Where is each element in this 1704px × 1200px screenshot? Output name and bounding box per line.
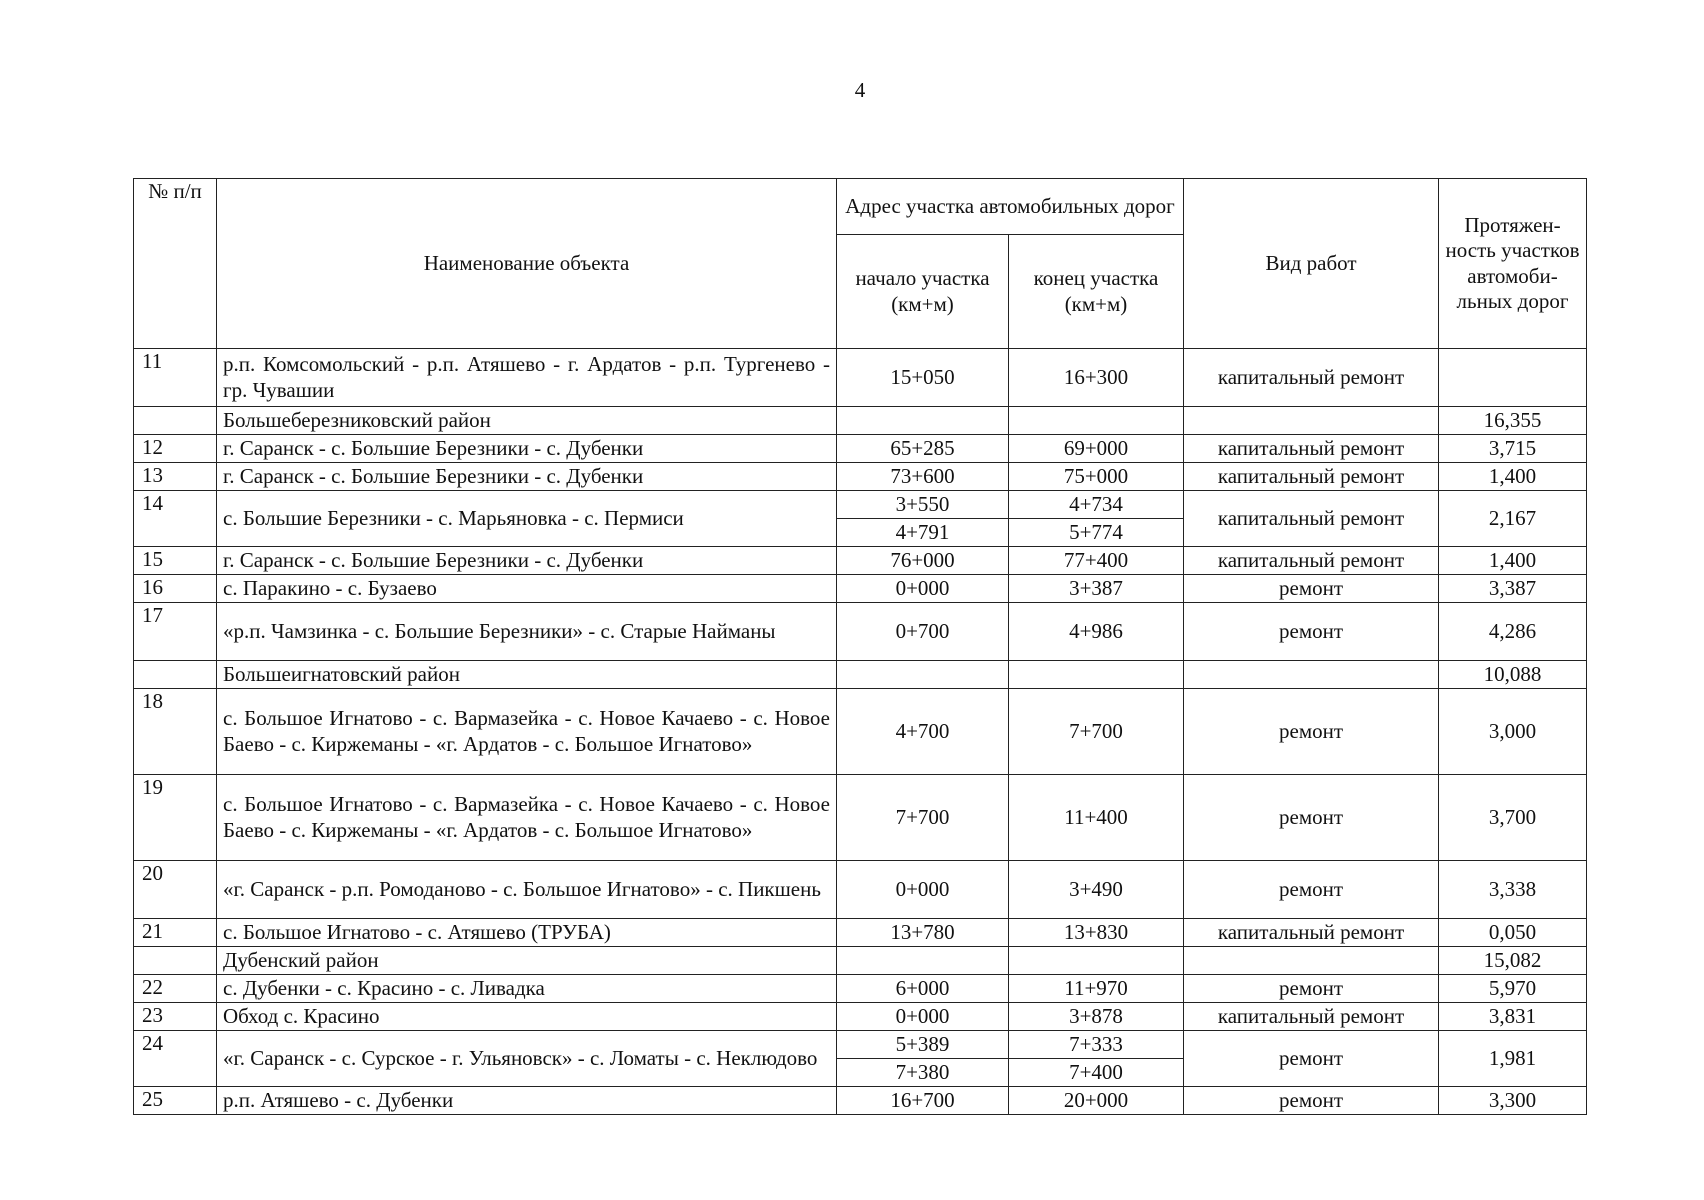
row-num: 20 [134,861,217,919]
row-start: 0+000 [837,575,1009,603]
row-end: 77+400 [1009,547,1184,575]
row-end: 3+878 [1009,1003,1184,1031]
row-start: 7+380 [837,1059,1009,1087]
header-start: начало участка (км+м) [837,235,1009,349]
row-length: 4,286 [1439,603,1587,661]
row-work [1184,947,1439,975]
row-start: 76+000 [837,547,1009,575]
row-name: с. Большое Игнатово - с. Вармазейка - с. Новое Качаево - с. Новое Баево - с. Киржеманы - «г. Ардатов - с. Большое Игнатово» [217,689,837,775]
row-start: 7+700 [837,775,1009,861]
row-num: 25 [134,1087,217,1115]
row-end: 69+000 [1009,435,1184,463]
row-end: 11+400 [1009,775,1184,861]
row-start: 13+780 [837,919,1009,947]
row-start: 0+000 [837,861,1009,919]
row-num: 23 [134,1003,217,1031]
row-end [1009,407,1184,435]
header-work: Вид работ [1184,179,1439,349]
header-name: Наименование объекта [217,179,837,349]
table-body [134,349,1587,1115]
row-num: 17 [134,603,217,661]
roads-table [133,178,1587,1115]
row-length [1439,349,1587,407]
row-num [134,947,217,975]
table-row [134,435,1587,463]
row-name: с. Дубенки - с. Красино - с. Ливадка [217,975,837,1003]
row-work: ремонт [1184,575,1439,603]
row-length: 1,400 [1439,463,1587,491]
row-end: 20+000 [1009,1087,1184,1115]
row-start: 16+700 [837,1087,1009,1115]
row-end: 3+490 [1009,861,1184,919]
district-name: Дубенский район [217,947,837,975]
row-work: ремонт [1184,1031,1439,1087]
row-end: 75+000 [1009,463,1184,491]
row-name: Обход с. Красино [217,1003,837,1031]
row-start: 0+700 [837,603,1009,661]
table-row [134,919,1587,947]
row-length: 0,050 [1439,919,1587,947]
row-end [1009,947,1184,975]
row-work: капитальный ремонт [1184,919,1439,947]
row-end: 5+774 [1009,519,1184,547]
table-row [134,1031,1587,1059]
row-num: 19 [134,775,217,861]
row-work: капитальный ремонт [1184,1003,1439,1031]
header-address: Адрес участка автомобильных дорог [837,179,1184,235]
row-end: 13+830 [1009,919,1184,947]
row-start: 15+050 [837,349,1009,407]
row-work: капитальный ремонт [1184,463,1439,491]
table-row [134,775,1587,861]
row-num: 22 [134,975,217,1003]
page-number: 4 [854,78,866,102]
row-length: 3,831 [1439,1003,1587,1031]
row-name: с. Большое Игнатово - с. Вармазейка - с. Новое Качаево - с. Новое Баево - с. Киржеманы - «г. Ардатов - с. Большое Игнатово» [217,775,837,861]
row-num: 16 [134,575,217,603]
row-start [837,407,1009,435]
district-length: 15,082 [1439,947,1587,975]
row-end: 7+400 [1009,1059,1184,1087]
row-num: 13 [134,463,217,491]
row-start: 4+700 [837,689,1009,775]
row-name: с. Большие Березники - с. Марьяновка - с. Пермиси [217,491,837,547]
row-start: 3+550 [837,491,1009,519]
row-end: 3+387 [1009,575,1184,603]
row-name: р.п. Атяшево - с. Дубенки [217,1087,837,1115]
row-num: 14 [134,491,217,547]
row-end: 7+700 [1009,689,1184,775]
row-name: г. Саранск - с. Большие Березники - с. Дубенки [217,547,837,575]
table-row [134,575,1587,603]
row-start: 5+389 [837,1031,1009,1059]
row-work: ремонт [1184,689,1439,775]
table-row [134,1087,1587,1115]
row-work: ремонт [1184,975,1439,1003]
row-length: 1,400 [1439,547,1587,575]
row-start: 73+600 [837,463,1009,491]
row-work: капитальный ремонт [1184,491,1439,547]
row-work: ремонт [1184,861,1439,919]
row-end: 16+300 [1009,349,1184,407]
table-row [134,547,1587,575]
row-start [837,947,1009,975]
district-length: 10,088 [1439,661,1587,689]
row-num: 24 [134,1031,217,1087]
row-work [1184,661,1439,689]
row-length: 3,300 [1439,1087,1587,1115]
table-row [134,491,1587,519]
row-length: 3,338 [1439,861,1587,919]
table-row [134,975,1587,1003]
table-row [134,1003,1587,1031]
row-num [134,661,217,689]
row-work: ремонт [1184,775,1439,861]
row-name: г. Саранск - с. Большие Березники - с. Дубенки [217,463,837,491]
row-start: 65+285 [837,435,1009,463]
table-row [134,349,1587,407]
row-name: с. Паракино - с. Бузаево [217,575,837,603]
row-work: капитальный ремонт [1184,435,1439,463]
row-end [1009,661,1184,689]
row-length: 3,000 [1439,689,1587,775]
header-end: конец участка (км+м) [1009,235,1184,349]
district-name: Большеберезниковский район [217,407,837,435]
table-header [134,179,1587,349]
row-num: 15 [134,547,217,575]
row-start [837,661,1009,689]
district-row [134,661,1587,689]
row-name: «р.п. Чамзинка - с. Большие Березники» - с. Старые Найманы [217,603,837,661]
header-length: Протяжен-ность участков автомоби-льных дорог [1439,179,1587,349]
row-length: 3,387 [1439,575,1587,603]
row-work: ремонт [1184,1087,1439,1115]
header-num: № п/п [134,179,217,349]
row-name: р.п. Комсомольский - р.п. Атяшево - г. Ардатов - р.п. Тургенево - гр. Чувашии [217,349,837,407]
row-num [134,407,217,435]
row-length: 3,715 [1439,435,1587,463]
district-row [134,947,1587,975]
table-row [134,689,1587,775]
row-end: 7+333 [1009,1031,1184,1059]
row-num: 11 [134,349,217,407]
district-row [134,407,1587,435]
row-work: капитальный ремонт [1184,547,1439,575]
table-row [134,861,1587,919]
row-length: 3,700 [1439,775,1587,861]
row-name: «г. Саранск - р.п. Ромоданово - с. Большое Игнатово» - с. Пикшень [217,861,837,919]
district-length: 16,355 [1439,407,1587,435]
row-length: 2,167 [1439,491,1587,547]
row-work [1184,407,1439,435]
row-name: г. Саранск - с. Большие Березники - с. Дубенки [217,435,837,463]
row-name: «г. Саранск - с. Сурское - г. Ульяновск» - с. Ломаты - с. Неклюдово [217,1031,837,1087]
row-end: 4+734 [1009,491,1184,519]
row-start: 4+791 [837,519,1009,547]
row-start: 0+000 [837,1003,1009,1031]
row-num: 18 [134,689,217,775]
row-num: 21 [134,919,217,947]
row-length: 1,981 [1439,1031,1587,1087]
row-end: 4+986 [1009,603,1184,661]
district-name: Большеигнатовский район [217,661,837,689]
row-work: ремонт [1184,603,1439,661]
row-end: 11+970 [1009,975,1184,1003]
row-name: с. Большое Игнатово - с. Атяшево (ТРУБА) [217,919,837,947]
row-num: 12 [134,435,217,463]
row-start: 6+000 [837,975,1009,1003]
table-row [134,463,1587,491]
row-length: 5,970 [1439,975,1587,1003]
row-work: капитальный ремонт [1184,349,1439,407]
table-row [134,603,1587,661]
